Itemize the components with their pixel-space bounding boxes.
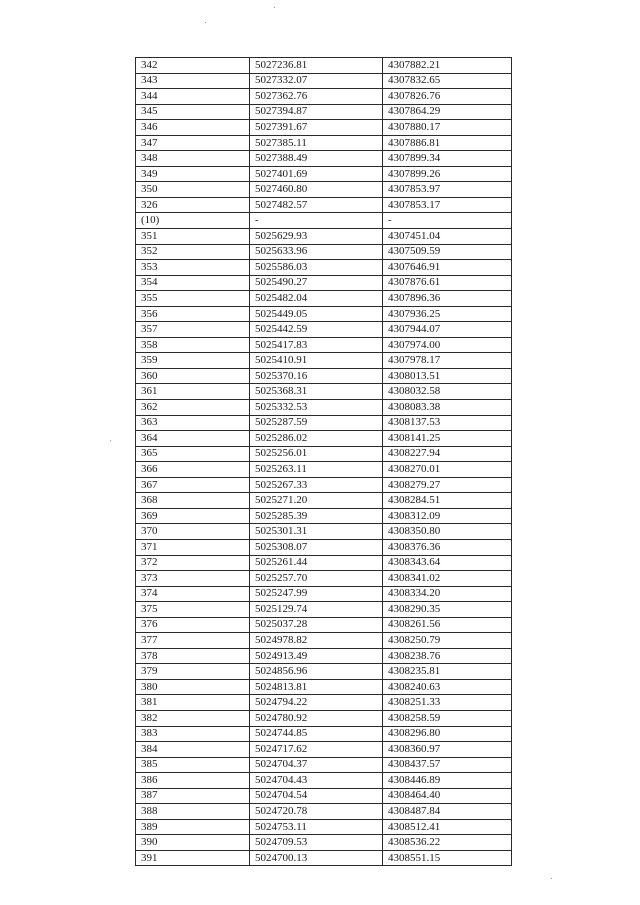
table-row: [136, 804, 512, 820]
y-coordinate-cell: 4307646.91: [383, 260, 512, 276]
x-coordinate-cell: 5024978.82: [250, 633, 383, 649]
table-row: [136, 850, 512, 866]
y-coordinate-cell: 4307882.21: [383, 58, 512, 74]
table-row: [136, 539, 512, 555]
point-number-cell: 370: [136, 524, 250, 540]
x-coordinate-cell: 5025490.27: [250, 275, 383, 291]
y-coordinate-cell: 4308258.59: [383, 710, 512, 726]
x-coordinate-cell: 5025256.01: [250, 446, 383, 462]
y-coordinate-cell: 4307899.34: [383, 151, 512, 167]
point-number-cell: 353: [136, 260, 250, 276]
x-coordinate-cell: 5024704.54: [250, 788, 383, 804]
table-row: [136, 182, 512, 198]
x-coordinate-cell: 5025257.70: [250, 571, 383, 587]
x-coordinate-cell: 5024744.85: [250, 726, 383, 742]
y-coordinate-cell: 4308141.25: [383, 431, 512, 447]
y-coordinate-cell: 4308235.81: [383, 664, 512, 680]
table-row: [136, 400, 512, 416]
x-coordinate-cell: 5025267.33: [250, 477, 383, 493]
y-coordinate-cell: 4308137.53: [383, 415, 512, 431]
point-number-cell: 368: [136, 493, 250, 509]
y-coordinate-cell: 4308312.09: [383, 508, 512, 524]
x-coordinate-cell: 5024704.43: [250, 773, 383, 789]
point-number-cell: 388: [136, 804, 250, 820]
y-coordinate-cell: 4308536.22: [383, 835, 512, 851]
y-coordinate-cell: 4308032.58: [383, 384, 512, 400]
x-coordinate-cell: 5024700.13: [250, 850, 383, 866]
y-coordinate-cell: 4308270.01: [383, 462, 512, 478]
point-number-cell: 385: [136, 757, 250, 773]
y-coordinate-cell: 4308360.97: [383, 742, 512, 758]
y-coordinate-cell: 4307864.29: [383, 104, 512, 120]
y-coordinate-cell: 4307974.00: [383, 337, 512, 353]
point-number-cell: 348: [136, 151, 250, 167]
table-row: [136, 524, 512, 540]
y-coordinate-cell: 4307826.76: [383, 89, 512, 105]
x-coordinate-cell: 5027236.81: [250, 58, 383, 74]
table-row: [136, 555, 512, 571]
table-row: [136, 120, 512, 136]
coordinates-table-body: [136, 58, 512, 866]
y-coordinate-cell: 4308261.56: [383, 617, 512, 633]
y-coordinate-cell: 4308296.80: [383, 726, 512, 742]
table-row: [136, 58, 512, 74]
point-number-cell: 365: [136, 446, 250, 462]
x-coordinate-cell: 5027362.76: [250, 89, 383, 105]
x-coordinate-cell: 5025442.59: [250, 322, 383, 338]
y-coordinate-cell: 4307880.17: [383, 120, 512, 136]
point-number-cell: 355: [136, 291, 250, 307]
x-coordinate-cell: 5027394.87: [250, 104, 383, 120]
y-coordinate-cell: 4308279.27: [383, 477, 512, 493]
y-coordinate-cell: 4307853.97: [383, 182, 512, 198]
point-number-cell: 359: [136, 353, 250, 369]
y-coordinate-cell: 4307853.17: [383, 197, 512, 213]
x-coordinate-cell: 5025482.04: [250, 291, 383, 307]
point-number-cell: 386: [136, 773, 250, 789]
table-row: [136, 757, 512, 773]
x-coordinate-cell: 5027385.11: [250, 135, 383, 151]
table-row: [136, 586, 512, 602]
point-number-cell: 343: [136, 73, 250, 89]
point-number-cell: 346: [136, 120, 250, 136]
y-coordinate-cell: 4308240.63: [383, 679, 512, 695]
y-coordinate-cell: 4308350.80: [383, 524, 512, 540]
table-row: [136, 446, 512, 462]
point-number-cell: 367: [136, 477, 250, 493]
x-coordinate-cell: 5027401.69: [250, 166, 383, 182]
x-coordinate-cell: 5025286.02: [250, 431, 383, 447]
point-number-cell: 347: [136, 135, 250, 151]
table-row: [136, 835, 512, 851]
y-coordinate-cell: 4308083.38: [383, 400, 512, 416]
x-coordinate-cell: 5025629.93: [250, 229, 383, 245]
y-coordinate-cell: 4307896.36: [383, 291, 512, 307]
x-coordinate-cell: 5024753.11: [250, 819, 383, 835]
point-number-cell: 391: [136, 850, 250, 866]
table-row: [136, 617, 512, 633]
table-row: [136, 291, 512, 307]
x-coordinate-cell: 5024794.22: [250, 695, 383, 711]
x-coordinate-cell: 5027388.49: [250, 151, 383, 167]
x-coordinate-cell: 5024780.92: [250, 710, 383, 726]
y-coordinate-cell: 4307886.81: [383, 135, 512, 151]
point-number-cell: 377: [136, 633, 250, 649]
point-number-cell: 379: [136, 664, 250, 680]
point-number-cell: 384: [136, 742, 250, 758]
y-coordinate-cell: 4307978.17: [383, 353, 512, 369]
scan-speck: [110, 440, 111, 441]
y-coordinate-cell: 4308227.94: [383, 446, 512, 462]
point-number-cell: 376: [136, 617, 250, 633]
y-coordinate-cell: 4308238.76: [383, 648, 512, 664]
point-number-cell: 358: [136, 337, 250, 353]
point-number-cell: 387: [136, 788, 250, 804]
point-number-cell: 378: [136, 648, 250, 664]
point-number-cell: 373: [136, 571, 250, 587]
table-row: [136, 664, 512, 680]
y-coordinate-cell: 4308487.84: [383, 804, 512, 820]
table-row: [136, 415, 512, 431]
table-row: [136, 213, 512, 229]
y-coordinate-cell: 4308284.51: [383, 493, 512, 509]
point-number-cell: 369: [136, 508, 250, 524]
table-row: [136, 431, 512, 447]
table-row: [136, 244, 512, 260]
point-number-cell: 381: [136, 695, 250, 711]
y-coordinate-cell: 4308250.79: [383, 633, 512, 649]
y-coordinate-cell: 4307509.59: [383, 244, 512, 260]
y-coordinate-cell: 4307832.65: [383, 73, 512, 89]
x-coordinate-cell: 5025370.16: [250, 368, 383, 384]
table-row: [136, 151, 512, 167]
point-number-cell: 382: [136, 710, 250, 726]
point-number-cell: 356: [136, 306, 250, 322]
y-coordinate-cell: 4308341.02: [383, 571, 512, 587]
table-row: [136, 710, 512, 726]
x-coordinate-cell: 5024709.53: [250, 835, 383, 851]
y-coordinate-cell: 4308464.40: [383, 788, 512, 804]
x-coordinate-cell: 5025285.39: [250, 508, 383, 524]
table-row: [136, 260, 512, 276]
table-row: [136, 648, 512, 664]
point-number-cell: 361: [136, 384, 250, 400]
scan-speck: [551, 878, 552, 879]
y-coordinate-cell: 4308437.57: [383, 757, 512, 773]
x-coordinate-cell: 5024856.96: [250, 664, 383, 680]
y-coordinate-cell: 4307936.25: [383, 306, 512, 322]
table-row: [136, 508, 512, 524]
coordinates-table: [135, 57, 512, 866]
x-coordinate-cell: 5025247.99: [250, 586, 383, 602]
x-coordinate-cell: 5025449.05: [250, 306, 383, 322]
table-row: [136, 695, 512, 711]
table-row: [136, 353, 512, 369]
table-row: [136, 306, 512, 322]
point-number-cell: 351: [136, 229, 250, 245]
x-coordinate-cell: 5024704.37: [250, 757, 383, 773]
point-number-cell: (10): [136, 213, 250, 229]
x-coordinate-cell: 5024720.78: [250, 804, 383, 820]
table-row: [136, 73, 512, 89]
point-number-cell: 352: [136, 244, 250, 260]
scan-speck: [274, 7, 275, 8]
point-number-cell: 360: [136, 368, 250, 384]
table-row: [136, 197, 512, 213]
point-number-cell: 389: [136, 819, 250, 835]
y-coordinate-cell: 4308251.33: [383, 695, 512, 711]
table-row: [136, 384, 512, 400]
x-coordinate-cell: 5025301.31: [250, 524, 383, 540]
point-number-cell: 344: [136, 89, 250, 105]
y-coordinate-cell: 4307876.61: [383, 275, 512, 291]
point-number-cell: 357: [136, 322, 250, 338]
y-coordinate-cell: 4308376.36: [383, 539, 512, 555]
x-coordinate-cell: 5025263.11: [250, 462, 383, 478]
x-coordinate-cell: 5024813.81: [250, 679, 383, 695]
table-row: [136, 89, 512, 105]
x-coordinate-cell: 5025287.59: [250, 415, 383, 431]
table-row: [136, 104, 512, 120]
y-coordinate-cell: 4308512.41: [383, 819, 512, 835]
x-coordinate-cell: 5024913.49: [250, 648, 383, 664]
y-coordinate-cell: 4307899.26: [383, 166, 512, 182]
point-number-cell: 363: [136, 415, 250, 431]
table-row: [136, 679, 512, 695]
y-coordinate-cell: 4308446.89: [383, 773, 512, 789]
table-row: [136, 726, 512, 742]
x-coordinate-cell: 5027391.67: [250, 120, 383, 136]
table-row: [136, 368, 512, 384]
y-coordinate-cell: 4307944.07: [383, 322, 512, 338]
x-coordinate-cell: 5025586.03: [250, 260, 383, 276]
table-row: [136, 322, 512, 338]
point-number-cell: 372: [136, 555, 250, 571]
point-number-cell: 375: [136, 602, 250, 618]
table-row: [136, 571, 512, 587]
y-coordinate-cell: 4308290.35: [383, 602, 512, 618]
x-coordinate-cell: 5025261.44: [250, 555, 383, 571]
point-number-cell: 390: [136, 835, 250, 851]
x-coordinate-cell: 5027460.80: [250, 182, 383, 198]
table-row: [136, 819, 512, 835]
x-coordinate-cell: 5025410.91: [250, 353, 383, 369]
table-row: [136, 633, 512, 649]
table-row: [136, 742, 512, 758]
point-number-cell: 362: [136, 400, 250, 416]
x-coordinate-cell: 5025037.28: [250, 617, 383, 633]
y-coordinate-cell: 4308334.20: [383, 586, 512, 602]
y-coordinate-cell: 4307451.04: [383, 229, 512, 245]
table-row: [136, 275, 512, 291]
x-coordinate-cell: 5025633.96: [250, 244, 383, 260]
table-row: [136, 788, 512, 804]
y-coordinate-cell: 4308013.51: [383, 368, 512, 384]
y-coordinate-cell: 4308343.64: [383, 555, 512, 571]
y-coordinate-cell: -: [383, 213, 512, 229]
point-number-cell: 374: [136, 586, 250, 602]
x-coordinate-cell: 5024717.62: [250, 742, 383, 758]
point-number-cell: 354: [136, 275, 250, 291]
x-coordinate-cell: 5027482.57: [250, 197, 383, 213]
y-coordinate-cell: 4308551.15: [383, 850, 512, 866]
table-row: [136, 462, 512, 478]
table-row: [136, 337, 512, 353]
point-number-cell: 349: [136, 166, 250, 182]
table-row: [136, 773, 512, 789]
table-row: [136, 602, 512, 618]
x-coordinate-cell: 5025417.83: [250, 337, 383, 353]
x-coordinate-cell: -: [250, 213, 383, 229]
point-number-cell: 326: [136, 197, 250, 213]
table-row: [136, 166, 512, 182]
point-number-cell: 364: [136, 431, 250, 447]
x-coordinate-cell: 5025129.74: [250, 602, 383, 618]
table-row: [136, 229, 512, 245]
table-row: [136, 493, 512, 509]
x-coordinate-cell: 5027332.07: [250, 73, 383, 89]
point-number-cell: 366: [136, 462, 250, 478]
x-coordinate-cell: 5025308.07: [250, 539, 383, 555]
table-row: [136, 477, 512, 493]
x-coordinate-cell: 5025368.31: [250, 384, 383, 400]
scan-speck: [205, 22, 206, 23]
x-coordinate-cell: 5025271.20: [250, 493, 383, 509]
point-number-cell: 342: [136, 58, 250, 74]
point-number-cell: 383: [136, 726, 250, 742]
point-number-cell: 350: [136, 182, 250, 198]
point-number-cell: 371: [136, 539, 250, 555]
point-number-cell: 345: [136, 104, 250, 120]
x-coordinate-cell: 5025332.53: [250, 400, 383, 416]
point-number-cell: 380: [136, 679, 250, 695]
table-row: [136, 135, 512, 151]
